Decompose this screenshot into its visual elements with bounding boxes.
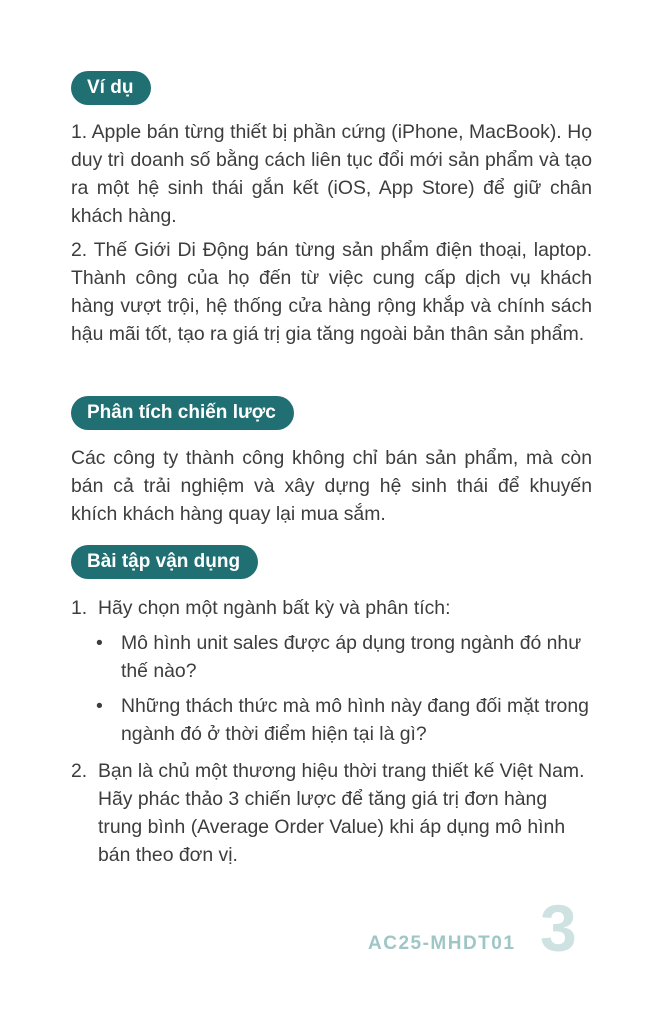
document-code: AC25-MHDT01: [368, 933, 516, 954]
exercise-bullet-1: [96, 629, 592, 685]
list-number: 2.: [71, 760, 88, 782]
bullet-dot: •: [96, 632, 103, 654]
example-paragraph-tgdd: 2. Thế Giới Di Động bán từng sản phẩm điện thoại, laptop. Thành công của họ đến từ việc cung cấp dịch vụ khách hàng vượt trội, hệ thống cửa hàng rộng khắp và chính sách hậu mãi tốt, tạo ra giá trị gia tăng ngoài bản thân sản phẩm.: [71, 239, 592, 345]
example-paragraph-apple: 1. Apple bán từng thiết bị phần cứng (iPhone, MacBook). Họ duy trì doanh số bằng cách liên tục đổi mới sản phẩm và tạo ra một hệ sinh thái gắn kết (iOS, App Store) để giữ chân khách hàng.: [71, 121, 592, 227]
section-heading-strategy: Phân tích chiến lược: [71, 396, 294, 430]
bullet-dot: •: [96, 695, 103, 717]
bullet-text: Mô hình unit sales được áp dụng trong ngành đó như thế nào?: [121, 632, 582, 682]
exercise-item-2: [71, 757, 592, 869]
section-heading-example: Ví dụ: [71, 71, 151, 105]
list-number: 1.: [71, 597, 88, 619]
list-text: Bạn là chủ một thương hiệu thời trang thiết kế Việt Nam. Hãy phác thảo 3 chiến lược để tăng giá trị đơn hàng trung bình (Average Order Value) khi áp dụng mô hình bán theo đơn vị.: [98, 760, 585, 866]
list-text: Hãy chọn một ngành bất kỳ và phân tích:: [98, 597, 451, 619]
page-number: 3: [540, 891, 577, 965]
exercise-item-1: [71, 594, 592, 622]
bullet-text: Những thách thức mà mô hình này đang đối mặt trong ngành đó ở thời điểm hiện tại là gì?: [121, 695, 589, 745]
strategy-paragraph: Các công ty thành công không chỉ bán sản phẩm, mà còn bán cả trải nghiệm và xây dựng hệ sinh thái để khuyến khích khách hàng quay lại mua sắm.: [71, 447, 592, 525]
exercise-bullet-2: [96, 692, 592, 748]
section-heading-exercise: Bài tập vận dụng: [71, 545, 258, 579]
